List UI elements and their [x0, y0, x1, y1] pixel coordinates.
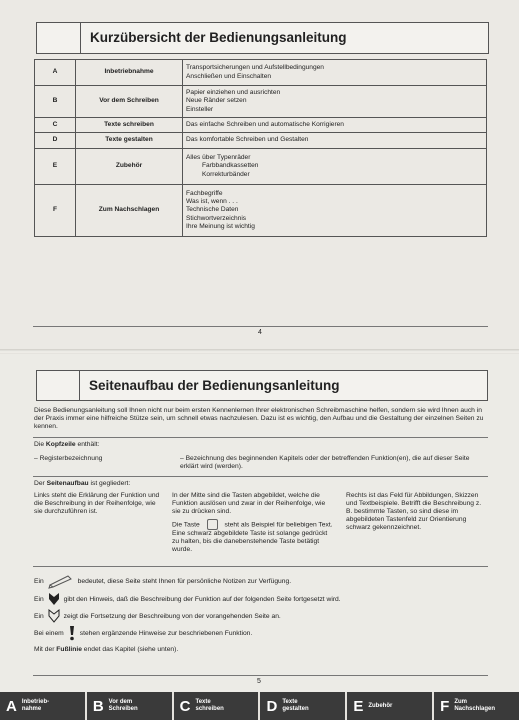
description-line: Farbbandkassetten [202, 162, 259, 170]
intro-paragraph: Diese Bedienungsanleitung soll Ihnen nicht nur beim ersten Kennenlernen Ihrer elektronischen Schreibmaschine helfen, sondern sie wird Ihnen auch in der Praxis immer eine hilfreiche Stütze sein, um schnell etwas nachzulesen. Dazu ist es wichtig, den Aufbau und die Gestaltung der einzelnen Seiten zu kennen. [34, 407, 484, 431]
row-description [183, 149, 487, 185]
column-left-text: Links steht die Erklärung der Funktion und die Beschreibung in der Reihenfolge, wie sie durchzuführen ist. [34, 492, 160, 516]
seitenaufbau-heading: Der Seitenaufbau ist gegliedert: [34, 480, 131, 487]
description-line: Fachbegriffe [186, 189, 223, 197]
row-letter: D [35, 133, 76, 149]
overview-row-c [35, 118, 487, 133]
description-line: Das komfortable Schreiben und Gestalten [186, 136, 309, 144]
row-chapter-name: Vor dem Schreiben [76, 86, 183, 118]
register-tabs [0, 692, 519, 720]
row-description [183, 185, 487, 237]
row-description [183, 133, 487, 149]
row-chapter-name: Zubehör [76, 149, 183, 185]
divider-2 [33, 476, 488, 477]
overview-row-d [35, 133, 487, 149]
description-line: Korrekturbänder [202, 170, 250, 178]
icon-row-continued: Ein gibt den Hinweis, daß die Beschreibung der Funktion auf der folgenden Seite fortgesetzt wird. [34, 592, 341, 606]
overview-title: Kurzübersicht der Bedienungsanleitung [90, 30, 347, 45]
description-line: Einsteller [186, 105, 214, 113]
divider-1 [33, 437, 488, 438]
row-letter: B [35, 86, 76, 118]
row-chapter-name: Texte gestalten [76, 133, 183, 149]
description-line: Anschließen und Einschalten [186, 72, 272, 80]
page-number-4: 4 [258, 329, 262, 336]
overview-row-b [35, 86, 487, 118]
description-line: Technische Daten [186, 206, 239, 214]
kopfzeile-heading: Die Kopfzeile enthält: [34, 441, 100, 448]
fusslinie-text: Mit der Fußlinie endet das Kapitel (siehe unten). [34, 646, 179, 653]
icon-row-continuation: Ein zeigt die Fortsetzung der Beschreibung von der vorangehenden Seite an. [34, 609, 281, 623]
icon-row-hint: Bei einem stehen ergänzende Hinweise zur beschriebenen Funktion. [34, 625, 252, 641]
page-number-5: 5 [257, 678, 261, 685]
description-line: Papier einziehen und ausrichten [186, 89, 281, 97]
icon-row-notes: Ein bedeutet, diese Seite steht Ihnen für persönliche Notizen zur Verfügung. [34, 573, 291, 589]
tab-a[interactable]: A Inbetrieb- nahme [0, 692, 85, 720]
column-middle-text: In der Mitte sind die Tasten abgebildet, welche die Funktion auslösen und zwar in der Reihenfolge, wie sie zu drücken sind. Die Taste steht als Beispiel für beliebigen Text. Eine schwarz abgebildete Taste ist solange gedrückt zu halten, bis die danebenstehende Taste betätigt wurde. [172, 492, 333, 554]
tab-b[interactable]: B Vor dem Schreiben [87, 692, 172, 720]
row-letter: F [35, 185, 76, 237]
description-line: Alles über Typenräder [186, 154, 251, 162]
row-chapter-name: Zum Nachschlagen [76, 185, 183, 237]
row-description [183, 60, 487, 86]
row-chapter-name: Inbetriebnahme [76, 60, 183, 86]
overview-title-box [36, 22, 489, 54]
exclamation-icon [68, 625, 76, 641]
row-letter: A [35, 60, 76, 86]
divider-3 [33, 566, 488, 567]
key-icon [207, 519, 218, 530]
arrow-down-icon [48, 592, 60, 606]
pencil-icon [48, 573, 74, 589]
overview-table [34, 59, 487, 237]
kopfzeile-left: – Registerbezeichnung [34, 455, 103, 462]
arrow-outline-icon [48, 609, 60, 623]
layout-title-box [36, 370, 488, 401]
description-line: Ihre Meinung ist wichtig [186, 222, 255, 230]
layout-title: Seitenaufbau der Bedienungsanleitung [89, 378, 340, 393]
description-line: Transportsicherungen und Aufstellbedingungen [186, 64, 324, 72]
page-fold [0, 349, 519, 354]
tab-f[interactable]: F Zum Nachschlagen [434, 692, 519, 720]
tab-e[interactable]: E Zubehör [347, 692, 432, 720]
kopfzeile-right: – Bezeichnung des beginnenden Kapitels oder der betreffenden Funktion(en), die auf dieser Seite erklärt wird (werden). [180, 455, 470, 471]
column-right-text: Rechts ist das Feld für Abbildungen, Skizzen und Textbeispiele. Betrifft die Beschreibung z. B. bestimmte Tasten, so sind diese im abgebildeten Tastenfeld zur Orientierung schwarz gekennzeichnet. [346, 492, 482, 532]
overview-row-e [35, 149, 487, 185]
description-line: Das einfache Schreiben und automatische Korrigieren [186, 120, 344, 128]
row-description [183, 86, 487, 118]
row-letter: C [35, 118, 76, 133]
description-line: Neue Ränder setzen [186, 97, 247, 105]
row-letter: E [35, 149, 76, 185]
description-line: Was ist, wenn . . . [186, 198, 238, 206]
tab-c[interactable]: C Texte schreiben [174, 692, 259, 720]
overview-row-f [35, 185, 487, 237]
footer-line-page-5 [33, 675, 488, 676]
footer-line-page-4 [33, 326, 488, 327]
row-description [183, 118, 487, 133]
description-line: Stichwortverzeichnis [186, 214, 247, 222]
overview-row-a [35, 60, 487, 86]
tab-d[interactable]: D Texte gestalten [260, 692, 345, 720]
row-chapter-name: Texte schreiben [76, 118, 183, 133]
